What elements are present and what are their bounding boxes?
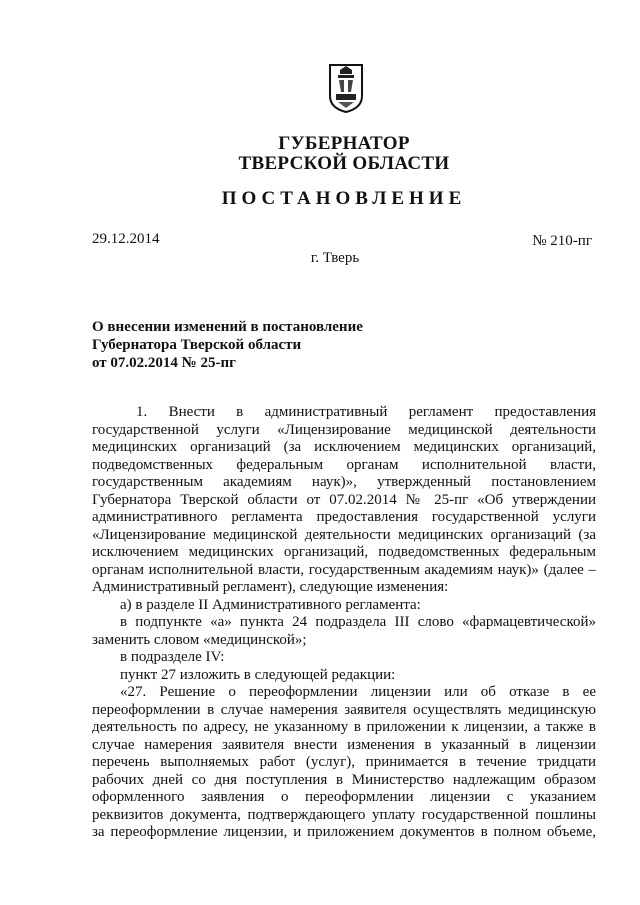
body-line: исключением медицинских организаций, подведомственных федеральным <box>92 544 596 560</box>
governor-heading: ГУБЕРНАТОР <box>278 133 410 154</box>
body-line: оформленного заявления о переоформлении лицензии с указанием <box>92 789 596 805</box>
document-title <box>92 318 363 372</box>
body-line: подведомственных федеральным органам исполнительной власти, <box>92 456 596 473</box>
body-line: государственным академиям наук)», утвержденный постановлением <box>92 474 596 490</box>
body-line: заменить словом «медицинской»; <box>92 631 307 648</box>
body-line: за переоформление лицензии, и приложением документов в полном объеме, <box>92 824 596 840</box>
body-line: административного регламента предоставления государственной услуги <box>92 509 596 525</box>
body-line: перечень выполняемых работ (услуг), принимается в течение тридцати <box>92 754 596 770</box>
title-line: О внесении изменений в постановление <box>92 319 363 335</box>
coat-of-arms-icon <box>327 62 365 114</box>
body-line: «Лицензирование медицинской деятельности медицинских организаций (за <box>92 526 596 543</box>
region-heading: ТВЕРСКОЙ ОБЛАСТИ <box>238 153 450 174</box>
title-line: от 07.02.2014 № 25-пг <box>92 355 236 371</box>
body-line: государственной услуги «Лицензирование медицинской деятельности <box>92 421 596 438</box>
document-city: г. Тверь <box>310 250 360 266</box>
body-line: в подразделе IV: <box>120 649 225 665</box>
body-line: Административный регламент), следующие изменения: <box>92 579 449 595</box>
document-date: 29.12.2014 <box>92 231 160 247</box>
body-line: «27. Решение о переоформлении лицензии или об отказе в ее <box>120 684 596 700</box>
body-line: Губернатора Тверской области от 07.02.2014 № 25-пг «Об утверждении <box>92 491 596 508</box>
title-line: Губернатора Тверской области <box>92 337 302 353</box>
body-line: медицинских организаций (за исключением медицинских организаций, <box>92 439 596 455</box>
body-line: органам исполнительной власти, государственным академиям наук)» (далее – <box>92 561 596 578</box>
body-line: деятельность по адресу, не указанному в приложении к лицензии, а также в <box>92 719 596 735</box>
document-number: № 210-пг <box>532 233 592 249</box>
body-line: рабочих дней со дня поступления в Министерство надлежащим образом <box>92 771 596 788</box>
document-body <box>92 404 596 842</box>
body-line: в подпункте «а» пункта 24 подраздела III слово «фармацевтической» <box>120 614 596 630</box>
body-line: случае намерения заявителя внести изменения в указанный в лицензии <box>92 736 596 753</box>
body-line: реквизитов документа, подтверждающего уплату государственной пошлины <box>92 806 596 823</box>
decree-heading: ПОСТАНОВЛЕНИЕ <box>221 188 467 209</box>
body-line: 1. Внести в административный регламент предоставления <box>136 404 596 420</box>
body-line: а) в разделе II Административного регламента: <box>120 596 421 613</box>
body-line: переоформлении в случае намерения заявителя осуществлять медицинскую <box>92 701 596 718</box>
body-line: пункт 27 изложить в следующей редакции: <box>120 666 396 683</box>
